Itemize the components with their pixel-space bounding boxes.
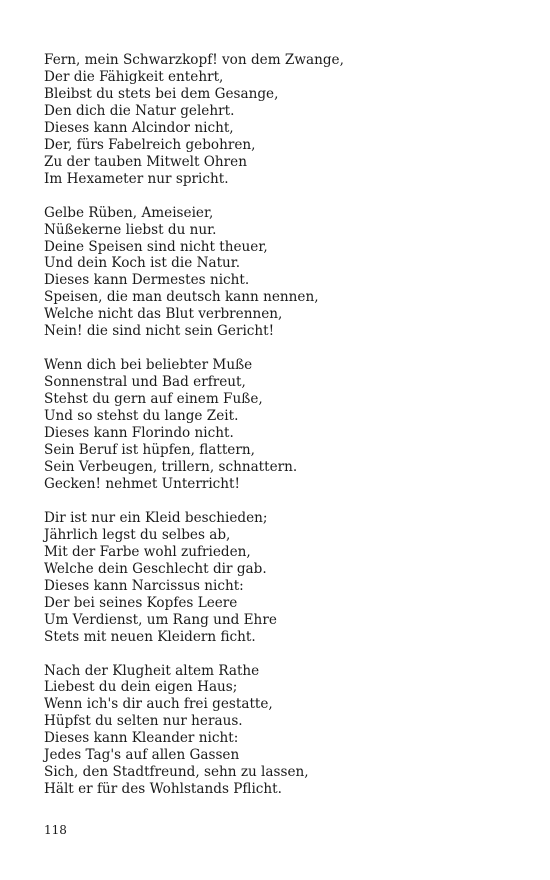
verse-line: Um Verdienst, um Rang und Ehre <box>44 611 277 628</box>
verse-line: Sich, den Stadtfreund, sehn zu lassen, <box>44 764 309 781</box>
verse-line: Sonnenstral und Bad erfreut, <box>44 374 246 391</box>
verse-line: Dieses kann Dermestes nicht. <box>44 272 250 289</box>
verse-line: Zu der tauben Mitwelt Ohren <box>44 153 247 170</box>
stanza-1 <box>44 52 524 188</box>
verse-line: Dieses kann Florindo nicht. <box>44 425 234 442</box>
verse-line: Der, fürs Fabelreich gebohren, <box>44 136 256 153</box>
poem-text <box>44 52 524 815</box>
stanza-3 <box>44 357 524 493</box>
verse-line: Dieses kann Narcissus nicht: <box>44 577 244 594</box>
verse-line: Der bei seines Kopfes Leere <box>44 594 238 611</box>
verse-line: Wenn ich's dir auch frei gestatte, <box>44 696 273 713</box>
verse-line: Liebest du dein eigen Haus; <box>44 679 238 696</box>
verse-line: Welche dein Geschlecht dir gab. <box>44 560 267 577</box>
page-number: 118 <box>44 823 67 837</box>
verse-line: Jährlich legst du selbes ab, <box>44 526 231 543</box>
verse-line: Und so stehst du lange Zeit. <box>44 408 239 425</box>
verse-line: Stets mit neuen Kleidern ficht. <box>44 628 256 645</box>
verse-line: Wenn dich bei beliebter Muße <box>44 357 253 374</box>
verse-line: Gelbe Rüben, Ameiseier, <box>44 204 214 221</box>
verse-line: Nein! die sind nicht sein Gericht! <box>44 323 275 340</box>
verse-line: Mit der Farbe wohl zufrieden, <box>44 543 251 560</box>
verse-line: Dieses kann Kleander nicht: <box>44 730 239 747</box>
verse-line: Gecken! nehmet Unterricht! <box>44 475 240 492</box>
verse-line: Hält er für des Wohlstands Pflicht. <box>44 781 282 798</box>
verse-line: Welche nicht das Blut verbrennen, <box>44 306 283 323</box>
verse-line: Nach der Klugheit altem Rathe <box>44 662 260 679</box>
verse-line: Stehst du gern auf einem Fuße, <box>44 391 263 408</box>
stanza-2 <box>44 205 524 341</box>
stanza-4 <box>44 510 524 646</box>
verse-line: Hüpfst du selten nur heraus. <box>44 713 243 730</box>
verse-line: Deine Speisen sind nicht theuer, <box>44 238 268 255</box>
verse-line: Fern, mein Schwarzkopf! von dem Zwange, <box>44 52 344 68</box>
verse-line: Der die Fähigkeit entehrt, <box>44 68 224 85</box>
verse-line: Dir ist nur ein Kleid beschieden; <box>44 509 268 526</box>
verse-line: Speisen, die man deutsch kann nennen, <box>44 289 319 306</box>
verse-line: Sein Beruf ist hüpfen, flattern, <box>44 442 255 459</box>
verse-line: Bleibst du stets bei dem Gesange, <box>44 85 279 102</box>
verse-line: Dieses kann Alcindor nicht, <box>44 119 234 136</box>
verse-line: Und dein Koch ist die Natur. <box>44 255 241 272</box>
verse-line: Sein Verbeugen, trillern, schnattern. <box>44 458 298 475</box>
verse-line: Den dich die Natur gelehrt. <box>44 102 235 119</box>
stanza-5 <box>44 663 524 799</box>
verse-line: Jedes Tag's auf allen Gassen <box>44 747 240 764</box>
verse-line: Im Hexameter nur spricht. <box>44 170 229 187</box>
verse-line: Nüßekerne liebst du nur. <box>44 221 217 238</box>
